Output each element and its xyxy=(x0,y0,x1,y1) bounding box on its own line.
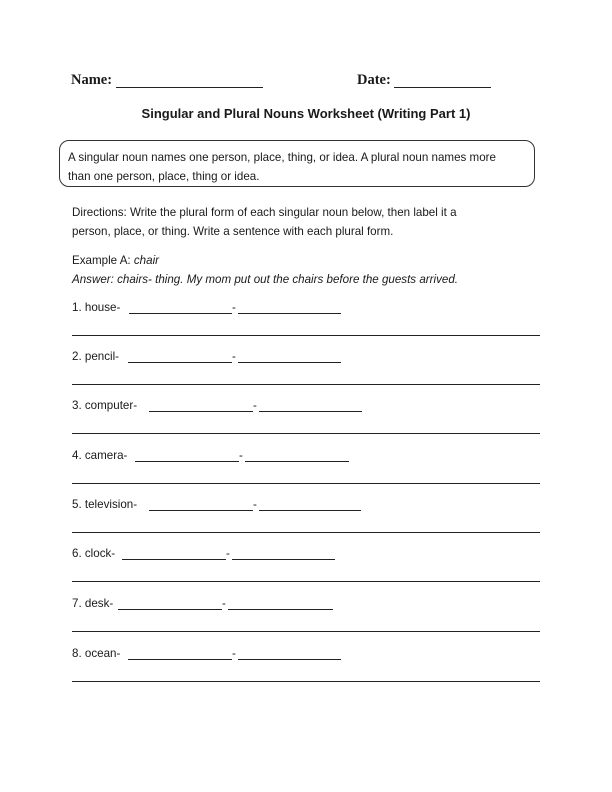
sentence-line[interactable] xyxy=(72,433,540,434)
item-label: 7. desk- xyxy=(72,597,114,610)
directions xyxy=(72,203,542,241)
plural-blank[interactable] xyxy=(129,313,232,314)
example xyxy=(72,251,542,289)
example-prefix: Example A: xyxy=(72,254,134,267)
date-label: Date: xyxy=(357,72,391,88)
item-label: 5. television- xyxy=(72,498,138,511)
separator-dash: - xyxy=(222,597,226,610)
sentence-line[interactable] xyxy=(72,532,540,533)
example-answer: Answer: chairs- thing. My mom put out the chairs before the guests arrived. xyxy=(72,273,458,286)
separator-dash: - xyxy=(239,449,243,462)
sentence-line[interactable] xyxy=(72,483,540,484)
definition-box xyxy=(59,140,535,187)
directions-line-1: Directions: Write the plural form of each singular noun below, then label it a xyxy=(72,206,457,219)
sentence-line[interactable] xyxy=(72,631,540,632)
worksheet-title: Singular and Plural Nouns Worksheet (Writing Part 1) xyxy=(141,106,471,121)
separator-dash: - xyxy=(226,547,230,560)
separator-dash: - xyxy=(232,647,236,660)
list-item xyxy=(72,547,540,581)
header-row xyxy=(71,72,501,90)
example-word: chair xyxy=(133,254,160,267)
label-blank[interactable] xyxy=(259,510,361,511)
list-item xyxy=(72,301,540,335)
item-label: 4. camera- xyxy=(72,449,128,462)
label-blank[interactable] xyxy=(238,362,341,363)
list-item xyxy=(72,350,540,384)
label-blank[interactable] xyxy=(259,411,362,412)
sentence-line[interactable] xyxy=(72,384,540,385)
label-blank[interactable] xyxy=(238,313,341,314)
separator-dash: - xyxy=(253,498,257,511)
label-blank[interactable] xyxy=(238,659,341,660)
label-blank[interactable] xyxy=(232,559,335,560)
name-field[interactable] xyxy=(116,87,263,88)
list-item xyxy=(72,647,540,681)
plural-blank[interactable] xyxy=(128,362,232,363)
plural-blank[interactable] xyxy=(128,659,232,660)
item-label: 2. pencil- xyxy=(72,350,120,363)
definition-line-1: A singular noun names one person, place, thing, or idea. A plural noun names more xyxy=(68,151,496,164)
name-label: Name: xyxy=(71,72,113,88)
plural-blank[interactable] xyxy=(149,411,253,412)
item-label: 6. clock- xyxy=(72,547,116,560)
list-item xyxy=(72,399,540,433)
sentence-line[interactable] xyxy=(72,335,540,336)
separator-dash: - xyxy=(232,301,236,314)
plural-blank[interactable] xyxy=(122,559,226,560)
item-label: 8. ocean- xyxy=(72,647,121,660)
label-blank[interactable] xyxy=(228,609,333,610)
definition-line-2: than one person, place, thing or idea. xyxy=(68,170,260,183)
sentence-line[interactable] xyxy=(72,681,540,682)
date-field[interactable] xyxy=(394,87,491,88)
sentence-line[interactable] xyxy=(72,581,540,582)
label-blank[interactable] xyxy=(245,461,349,462)
plural-blank[interactable] xyxy=(118,609,222,610)
example-line xyxy=(72,251,542,270)
list-item xyxy=(72,449,540,483)
item-label: 1. house- xyxy=(72,301,121,314)
directions-line-2: person, place, or thing. Write a sentence with each plural form. xyxy=(72,225,394,238)
separator-dash: - xyxy=(232,350,236,363)
plural-blank[interactable] xyxy=(149,510,253,511)
separator-dash: - xyxy=(253,399,257,412)
item-label: 3. computer- xyxy=(72,399,138,412)
plural-blank[interactable] xyxy=(135,461,239,462)
list-item xyxy=(72,597,540,631)
list-item xyxy=(72,498,540,532)
